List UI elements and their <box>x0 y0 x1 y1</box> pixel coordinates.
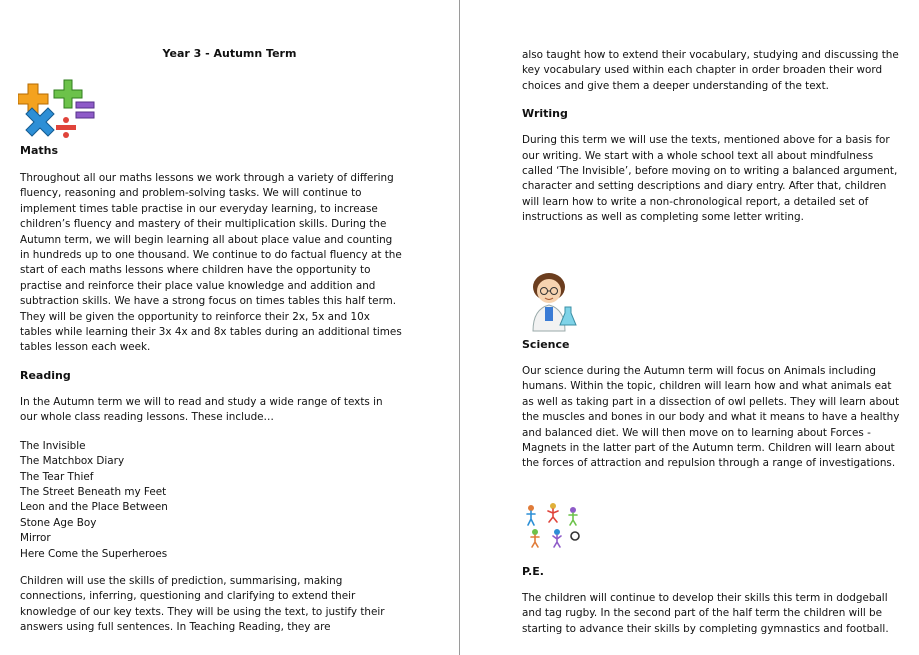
science-section <box>522 337 902 472</box>
maths-body: Throughout all our maths lessons we work through a variety of differing fluency, reasoning and problem-solving tasks. We will continue to implement times table practise in our everyday learning, to increase children’s fluency and mastery of their multiplication skills. During the Autumn term, we will begin learning all about place value and counting in hundreds up to one thousand. We continue to do factual fluency at the start of each maths lessons where children have the opportunity to practise and reinforce their place value knowledge and addition and subtraction skills. We have a strong focus on times tables this half term. They will be given the opportunity to reinforce their 2x, 5x and 10x tables while learning their 3x 4x and 8x tables during an additional times tables lesson each week. <box>20 172 402 354</box>
book-title: Mirror <box>20 532 51 545</box>
page-divider <box>459 0 460 655</box>
reading-continued: also taught how to extend their vocabulary, studying and discussing the key vocabulary used within each chapter in order broaden their word choices and give them a deeper understanding of the text. <box>522 49 899 92</box>
book-title: Stone Age Boy <box>20 516 97 529</box>
pe-heading: P.E. <box>522 565 544 578</box>
maths-section <box>20 143 402 636</box>
sports-figures-icon <box>523 500 583 550</box>
reading-continued-section <box>522 48 902 226</box>
reading-book-list <box>20 439 402 562</box>
pe-body: The children will continue to develop their skills this term in dodgeball and tag rugby. In the second part of the half term the children will be starting to advance their skills by completing gymnastics and football. <box>522 592 889 635</box>
right-page <box>461 0 919 655</box>
reading-intro: In the Autumn term we will to read and study a wide range of texts in our whole class reading lessons. These include… <box>20 395 383 424</box>
left-page <box>0 0 459 655</box>
book-title: Leon and the Place Between <box>20 501 168 514</box>
book-title: Here Come the Superheroes <box>20 547 168 560</box>
science-body: Our science during the Autumn term will focus on Animals including humans. Within the topic, children will learn how and what animals eat as well as taking part in a dissection of owl pellets. They will learn about the muscles and bones in our body and what it means to have a healthy and balanced diet. We will then move on to learning about Forces - Magnets in the latter part of the Autumn term. Children will learn about the forces of attraction and repulsion through a range of investigations. <box>522 365 900 470</box>
science-heading: Science <box>522 338 570 351</box>
book-title: The Street Beneath my Feet <box>20 485 167 498</box>
maths-heading: Maths <box>20 144 59 157</box>
book-title: The Matchbox Diary <box>20 455 125 468</box>
writing-heading: Writing <box>522 107 568 121</box>
reading-heading: Reading <box>20 368 71 382</box>
maths-symbols-icon <box>18 78 98 144</box>
writing-body: During this term we will use the texts, mentioned above for a basis for our writing. We start with a whole school text all about mindfulness called ‘The Invisible’, before moving on to writing a balanced argument, character and setting descriptions and diary entry. After that, children will learn how to write a non-chronological report, a detailed set of instructions as well as completing some letter writing. <box>522 134 898 224</box>
page-title: Year 3 - Autumn Term <box>162 47 297 60</box>
book-title: The Tear Thief <box>20 470 94 483</box>
reading-skills: Children will use the skills of prediction, summarising, making connections, inferring, questioning and clarifying to extend their knowledge of our key texts. They will be using the text, to justify their answers using full sentences. In Teaching Reading, they are <box>20 574 385 634</box>
scientist-icon <box>525 271 579 333</box>
book-title: The Invisible <box>20 439 86 452</box>
pe-section <box>522 564 902 637</box>
